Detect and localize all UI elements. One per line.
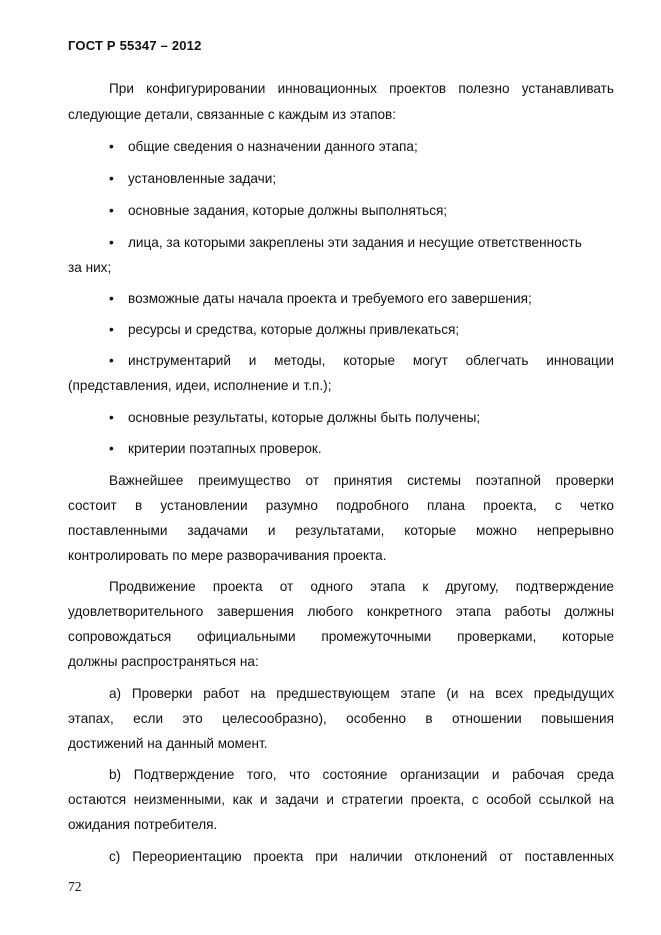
bullet-item-continuation: за них;	[68, 260, 112, 275]
bullet-item: • инструментарий и методы, которые могут облегчать инновации	[109, 353, 614, 368]
document-header: ГОСТ Р 55347 – 2012	[68, 38, 202, 53]
bullet-item: • ресурсы и средства, которые должны привлекаться;	[109, 322, 460, 337]
list-item-b: b) Подтверждение того, что состояние организации и рабочая среда	[109, 767, 614, 782]
paragraph-line: Важнейшее преимущество от принятия системы поэтапной проверки	[109, 473, 614, 488]
page-number: 72	[68, 879, 82, 894]
bullet-item: • основные результаты, которые должны быть получены;	[109, 410, 481, 425]
list-item-a-line: этапах, если это целесообразно), особенно в отношении повышения	[68, 711, 614, 726]
bullet-item: • установленные задачи;	[109, 171, 277, 186]
paragraph-line: Продвижение проекта от одного этапа к другому, подтверждение	[109, 579, 614, 594]
paragraph-line: контролировать по мере разворачивания проекта.	[68, 548, 387, 563]
bullet-glyph: •	[109, 322, 114, 337]
bullet-item-continuation: (представления, идеи, исполнение и т.п.);	[68, 378, 332, 393]
intro-line: следующие детали, связанные с каждым из этапов:	[68, 107, 397, 122]
list-item-c: c) Переориентацию проекта при наличии отклонений от поставленных	[109, 849, 614, 864]
bullet-item: • лица, за которыми закреплены эти задания и несущие ответственность	[109, 235, 582, 250]
list-item-a: a) Проверки работ на предшествующем этапе (и на всех предыдущих	[109, 686, 614, 701]
bullet-item: • основные задания, которые должны выполняться;	[109, 203, 448, 218]
paragraph-line: состоит в установлении разумно подробного плана проекта, с четко	[68, 498, 614, 513]
bullet-item: • возможные даты начала проекта и требуемого его завершения;	[109, 291, 532, 306]
bullet-glyph: •	[109, 171, 114, 186]
bullet-glyph: •	[109, 441, 114, 456]
bullet-item: • общие сведения о назначении данного этапа;	[109, 139, 418, 154]
bullet-glyph: •	[109, 291, 114, 306]
bullet-glyph: •	[109, 203, 114, 218]
list-item-a-line: достижений на данный момент.	[68, 736, 268, 751]
bullet-glyph: •	[109, 410, 114, 425]
list-item-b-line: ожидания потребителя.	[68, 817, 218, 832]
list-item-b-line: остаются неизменными, как и задачи и стратегии проекта, с особой ссылкой на	[68, 792, 614, 807]
bullet-glyph: •	[109, 139, 114, 154]
paragraph-line: сопровождаться официальными промежуточными проверками, которые	[68, 629, 614, 644]
paragraph-line: удовлетворительного завершения любого конкретного этапа работы должны	[68, 604, 614, 619]
intro-line: При конфигурировании инновационных проектов полезно устанавливать	[109, 81, 614, 96]
paragraph-line: поставленными задачами и результатами, которые можно непрерывно	[68, 523, 614, 538]
paragraph-line: должны распространяться на:	[68, 654, 259, 669]
bullet-glyph: •	[109, 353, 114, 368]
bullet-item: • критерии поэтапных проверок.	[109, 441, 322, 456]
bullet-glyph: •	[109, 235, 114, 250]
